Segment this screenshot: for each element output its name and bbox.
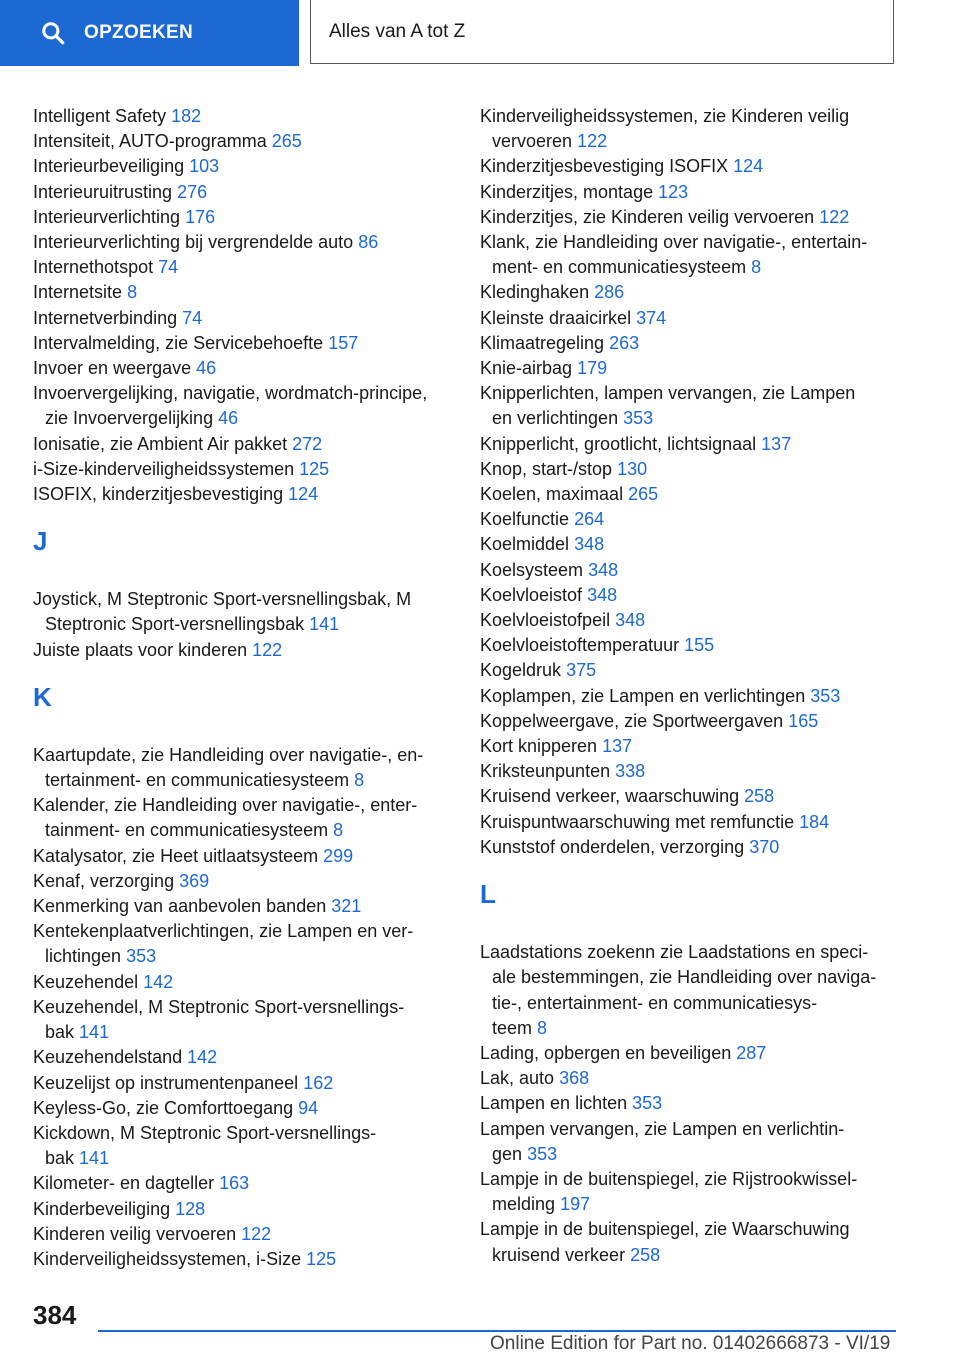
- index-entry: [33, 919, 453, 969]
- page-link[interactable]: 176: [185, 206, 216, 227]
- index-entry: [480, 558, 900, 583]
- index-entry: [480, 583, 900, 608]
- footer-divider: [98, 1330, 896, 1332]
- page-link[interactable]: 123: [658, 181, 689, 202]
- index-entry: [480, 381, 900, 431]
- index-entry-text: Keuzelijst op instrumentenpaneel: [33, 1072, 299, 1093]
- page-link[interactable]: 46: [196, 358, 217, 379]
- index-entry-text: Invoervergelijking, navigatie, wordmatch-principe, zie Invoervergelijking: [33, 383, 428, 429]
- page-link[interactable]: 165: [788, 710, 819, 731]
- index-entry: [33, 1071, 453, 1096]
- index-entry: [480, 104, 900, 154]
- page-link[interactable]: 122: [819, 206, 850, 227]
- page-link[interactable]: 286: [594, 282, 625, 303]
- index-entry-text: Kruispuntwaarschuwing met remfunctie: [480, 811, 795, 832]
- index-entry-text: Klank, zie Handleiding over navigatie-, entertain- ment- en communicatiesysteem: [480, 232, 868, 278]
- index-entry-text: Invoer en weergave: [33, 358, 192, 379]
- index-entry: [480, 759, 900, 784]
- index-entry: [480, 507, 900, 532]
- index-entry-text: Kinderveiligheidssystemen, i-Size: [33, 1248, 302, 1269]
- index-entry-text: Koelmiddel: [480, 534, 570, 555]
- index-entry-text: Kinderveiligheidssystemen, zie Kinderen veilig vervoeren: [480, 106, 850, 152]
- index-entry-text: Knop, start-/stop: [480, 458, 613, 479]
- index-entry-text: Kinderzitjesbevestiging ISOFIX: [480, 156, 729, 177]
- page-link[interactable]: 8: [354, 770, 365, 791]
- page-link[interactable]: 128: [175, 1198, 206, 1219]
- index-entry: [480, 331, 900, 356]
- index-entry: [33, 331, 453, 356]
- index-entry-text: Kriksteunpunten: [480, 761, 611, 782]
- index-entry-text: Interieurbeveiliging: [33, 156, 185, 177]
- index-entry-text: Kleinste draaicirkel: [480, 307, 632, 328]
- page-link[interactable]: 142: [187, 1047, 218, 1068]
- index-entry: [480, 835, 900, 860]
- index-entry-text: Kinderzitjes, montage: [480, 181, 654, 202]
- index-entry: [480, 432, 900, 457]
- index-entry-text: i-Size-kinderveiligheidssystemen: [33, 458, 295, 479]
- page-link[interactable]: 348: [574, 534, 605, 555]
- page-title: Alles van A tot Z: [310, 0, 894, 64]
- page-link[interactable]: 272: [292, 433, 323, 454]
- index-entry: [33, 1045, 453, 1070]
- page-link[interactable]: 265: [271, 131, 302, 152]
- index-entry: [33, 638, 453, 663]
- index-entry-text: Lading, opbergen en beveiligen: [480, 1042, 732, 1063]
- page-link[interactable]: 184: [799, 811, 830, 832]
- index-entry-text: Ionisatie, zie Ambient Air pakket: [33, 433, 288, 454]
- page-link[interactable]: 162: [303, 1072, 334, 1093]
- index-entry: [480, 734, 900, 759]
- index-entry: [33, 1096, 453, 1121]
- index-entry-text: Kinderbeveiliging: [33, 1198, 171, 1219]
- index-entry-text: Keuzehendel: [33, 971, 139, 992]
- index-entry: [480, 154, 900, 179]
- index-entry: [480, 940, 900, 1041]
- page-link[interactable]: 353: [632, 1093, 663, 1114]
- search-icon: [40, 20, 66, 46]
- page-link[interactable]: 122: [252, 639, 283, 660]
- page-link[interactable]: 8: [333, 820, 344, 841]
- index-entry: [33, 180, 453, 205]
- index-entry: [480, 306, 900, 331]
- index-entry: [33, 995, 453, 1045]
- index-entry: [33, 280, 453, 305]
- index-entry: [33, 1222, 453, 1247]
- edition-text: Online Edition for Part no. 01402666873 - VI/19: [490, 1333, 891, 1354]
- index-entry-text: Kogeldruk: [480, 660, 562, 681]
- index-entry: [33, 306, 453, 331]
- index-entry-text: Lampen en lichten: [480, 1093, 628, 1114]
- page-link[interactable]: 182: [171, 106, 202, 126]
- page-link[interactable]: 321: [331, 896, 362, 917]
- index-entry-text: Koelvloeistofpeil: [480, 610, 611, 631]
- index-entry: [33, 1197, 453, 1222]
- index-entry-text: Kenaf, verzorging: [33, 870, 175, 891]
- index-entry-text: Lampje in de buitenspiegel, zie Rijstrookwissel- melding: [480, 1168, 858, 1215]
- index-entry: [33, 230, 453, 255]
- index-entry: [480, 1217, 900, 1267]
- index-entry: [33, 587, 453, 637]
- index-entry: [33, 154, 453, 179]
- index-entry-text: Knipperlichten, lampen vervangen, zie Lampen en verlichtingen: [480, 383, 856, 429]
- page-link[interactable]: 258: [630, 1244, 661, 1265]
- index-entry: [480, 658, 900, 683]
- page-link[interactable]: 353: [623, 408, 654, 429]
- index-entry-text: Kledinghaken: [480, 282, 590, 303]
- page-link[interactable]: 141: [79, 1022, 110, 1043]
- index-entry: [33, 255, 453, 280]
- index-entry: [33, 432, 453, 457]
- page-link[interactable]: 197: [560, 1194, 591, 1215]
- page-link[interactable]: 368: [559, 1068, 590, 1089]
- index-entry-text: Intelligent Safety: [33, 106, 167, 126]
- page-link[interactable]: 265: [628, 484, 659, 505]
- page-link[interactable]: 276: [177, 181, 208, 202]
- page-link[interactable]: 8: [127, 282, 138, 303]
- page-link[interactable]: 137: [761, 433, 792, 454]
- index-entry-text: Kilometer- en dagteller: [33, 1173, 215, 1194]
- index-entry-text: Keuzehendel, M Steptronic Sport-versnellings- bak: [33, 996, 405, 1043]
- index-entry: [480, 810, 900, 835]
- index-entry: [33, 1171, 453, 1196]
- index-entry: [480, 356, 900, 381]
- index-entry-text: Kruisend verkeer, waarschuwing: [480, 786, 740, 807]
- page-link[interactable]: 8: [751, 257, 762, 278]
- page-link[interactable]: 348: [588, 559, 619, 580]
- index-entry-text: Kinderen veilig vervoeren: [33, 1223, 237, 1244]
- index-entry: [480, 608, 900, 633]
- index-entry: [33, 844, 453, 869]
- page-link[interactable]: 157: [328, 332, 359, 353]
- header: [0, 0, 960, 66]
- page-link[interactable]: 179: [577, 358, 608, 379]
- page-link[interactable]: 287: [736, 1042, 767, 1063]
- page-link[interactable]: 370: [749, 836, 780, 857]
- index-entry-text: Lak, auto: [480, 1068, 555, 1089]
- page-link[interactable]: 122: [577, 131, 608, 152]
- index-entry-text: Koelvloeistof: [480, 584, 583, 605]
- page-link[interactable]: 74: [158, 257, 179, 278]
- page-link[interactable]: 137: [602, 736, 633, 757]
- index-column-left: [33, 104, 453, 1272]
- index-entry-text: Interieuruitrusting: [33, 181, 173, 202]
- index-entry: [480, 1117, 900, 1167]
- index-entry-text: Kentekenplaatverlichtingen, zie Lampen en ver- lichtingen: [33, 921, 414, 967]
- index-entry-text: Internetsite: [33, 282, 123, 303]
- index-entry-text: Kunststof onderdelen, verzorging: [480, 836, 745, 857]
- index-entry-text: Knie-airbag: [480, 358, 573, 379]
- index-entry-text: Kinderzitjes, zie Kinderen veilig vervoeren: [480, 206, 815, 227]
- index-entry-text: Lampje in de buitenspiegel, zie Waarschuwing kruisend verkeer: [480, 1219, 850, 1265]
- index-entry-text: Koelvloeistoftemperatuur: [480, 635, 680, 656]
- page-link[interactable]: 124: [288, 484, 319, 505]
- index-entry: [480, 457, 900, 482]
- index-entry: [480, 180, 900, 205]
- index-entry-text: Katalysator, zie Heet uitlaatsysteem: [33, 845, 319, 866]
- page-link[interactable]: 374: [636, 307, 667, 328]
- page-link[interactable]: 155: [684, 635, 715, 656]
- page-link[interactable]: 86: [358, 232, 379, 253]
- page-link[interactable]: 122: [241, 1223, 272, 1244]
- index-entry-text: Koelen, maximaal: [480, 484, 624, 505]
- search-button[interactable]: [0, 0, 299, 66]
- index-entry: [480, 280, 900, 305]
- page-link[interactable]: 263: [609, 332, 640, 353]
- search-button-label: OPZOEKEN: [84, 22, 194, 43]
- index-entry: [33, 1247, 453, 1272]
- page-link[interactable]: 353: [527, 1143, 558, 1164]
- index-entry-text: Koelsysteem: [480, 559, 584, 580]
- page-link[interactable]: 142: [143, 971, 174, 992]
- page-link[interactable]: 125: [306, 1248, 337, 1269]
- section-letter: L: [480, 879, 496, 910]
- index-entry-text: Laadstations zoekenn zie Laadstations en speci- ale bestemmingen, zie Handleiding over naviga- tie-, entertainment- en communicatiesys- teem: [480, 942, 877, 1038]
- index-entry: [480, 1167, 900, 1217]
- index-entry-text: Interieurverlichting bij vergrendelde auto: [33, 232, 354, 253]
- index-entry-text: Kalender, zie Handleiding over navigatie-, enter- tainment- en communicatiesysteem: [33, 795, 418, 841]
- page-link[interactable]: 103: [189, 156, 220, 177]
- index-entry: [480, 205, 900, 230]
- index-entry-text: Klimaatregeling: [480, 332, 605, 353]
- index-entry-text: Intensiteit, AUTO-programma: [33, 131, 267, 152]
- index-entry: [33, 743, 453, 793]
- index-entry: [480, 482, 900, 507]
- index-entry-text: Joystick, M Steptronic Sport-versnellingsbak, M Steptronic Sport-versnellingsbak: [33, 589, 412, 635]
- index-entry: [33, 104, 453, 129]
- index-entry: [480, 532, 900, 557]
- index-entry-text: Keyless-Go, zie Comforttoegang: [33, 1097, 294, 1118]
- index-entry-text: Internetverbinding: [33, 307, 178, 328]
- index-entry: [33, 1121, 453, 1171]
- index-entry-text: Knipperlicht, grootlicht, lichtsignaal: [480, 433, 757, 454]
- index-entry-text: Keuzehendelstand: [33, 1047, 183, 1068]
- index-entry-text: Kenmerking van aanbevolen banden: [33, 896, 327, 917]
- page-link[interactable]: 163: [219, 1173, 250, 1194]
- index-entry: [480, 1091, 900, 1116]
- index-entry-text: Juiste plaats voor kinderen: [33, 639, 248, 660]
- page-link[interactable]: 353: [126, 946, 157, 967]
- index-entry-text: Koelfunctie: [480, 509, 570, 530]
- index-entry: [480, 684, 900, 709]
- page-link[interactable]: 46: [218, 408, 239, 429]
- index-entry: [480, 709, 900, 734]
- page-link[interactable]: 264: [574, 509, 605, 530]
- index-entry-text: Koplampen, zie Lampen en verlichtingen: [480, 685, 806, 706]
- index-entry: [33, 457, 453, 482]
- index-entry: [33, 894, 453, 919]
- index-entry-text: Intervalmelding, zie Servicebehoefte: [33, 332, 324, 353]
- page-link[interactable]: 141: [309, 614, 340, 635]
- page-link[interactable]: 130: [617, 458, 648, 479]
- page-link[interactable]: 375: [566, 660, 597, 681]
- index-entry: [33, 356, 453, 381]
- index-entry: [480, 230, 900, 280]
- page-link[interactable]: 141: [79, 1148, 110, 1169]
- index-entry-text: Lampen vervangen, zie Lampen en verlichtin- gen: [480, 1118, 845, 1164]
- page-link[interactable]: 348: [587, 584, 618, 605]
- index-entry-text: ISOFIX, kinderzitjesbevestiging: [33, 484, 284, 505]
- index-column-right: [480, 104, 900, 1268]
- page-link[interactable]: 124: [733, 156, 764, 177]
- page-link[interactable]: 338: [615, 761, 646, 782]
- page-link[interactable]: 94: [298, 1097, 319, 1118]
- index-entry: [480, 1041, 900, 1066]
- section-letter: J: [33, 526, 48, 557]
- index-entry-text: Interieurverlichting: [33, 206, 181, 227]
- page-link[interactable]: 353: [810, 685, 841, 706]
- index-entry: [33, 869, 453, 894]
- page-link[interactable]: 299: [323, 845, 354, 866]
- index-entry: [33, 381, 453, 431]
- index-entry: [33, 482, 453, 507]
- index-entry-text: Kort knipperen: [480, 736, 598, 757]
- index-entry: [480, 784, 900, 809]
- page-link[interactable]: 348: [615, 610, 646, 631]
- page-link[interactable]: 369: [179, 870, 210, 891]
- page-link[interactable]: 8: [537, 1017, 548, 1038]
- index-entry: [480, 1066, 900, 1091]
- index-entry: [33, 970, 453, 995]
- index-entry-text: Kickdown, M Steptronic Sport-versnellings- bak: [33, 1122, 377, 1169]
- index-entry-text: Kaartupdate, zie Handleiding over navigatie-, en- tertainment- en communicatiesysteem: [33, 744, 424, 791]
- index-entry: [480, 633, 900, 658]
- page-link[interactable]: 74: [182, 307, 203, 328]
- index-entry-text: Koppelweergave, zie Sportweergaven: [480, 710, 784, 731]
- index-entry: [33, 129, 453, 154]
- page-link[interactable]: 258: [744, 786, 775, 807]
- index-entry: [33, 793, 453, 843]
- page-link[interactable]: 125: [299, 458, 330, 479]
- index-entry: [33, 205, 453, 230]
- section-letter: K: [33, 681, 52, 712]
- page-number: 384: [33, 1300, 77, 1330]
- index-entry-text: Internethotspot: [33, 257, 154, 278]
